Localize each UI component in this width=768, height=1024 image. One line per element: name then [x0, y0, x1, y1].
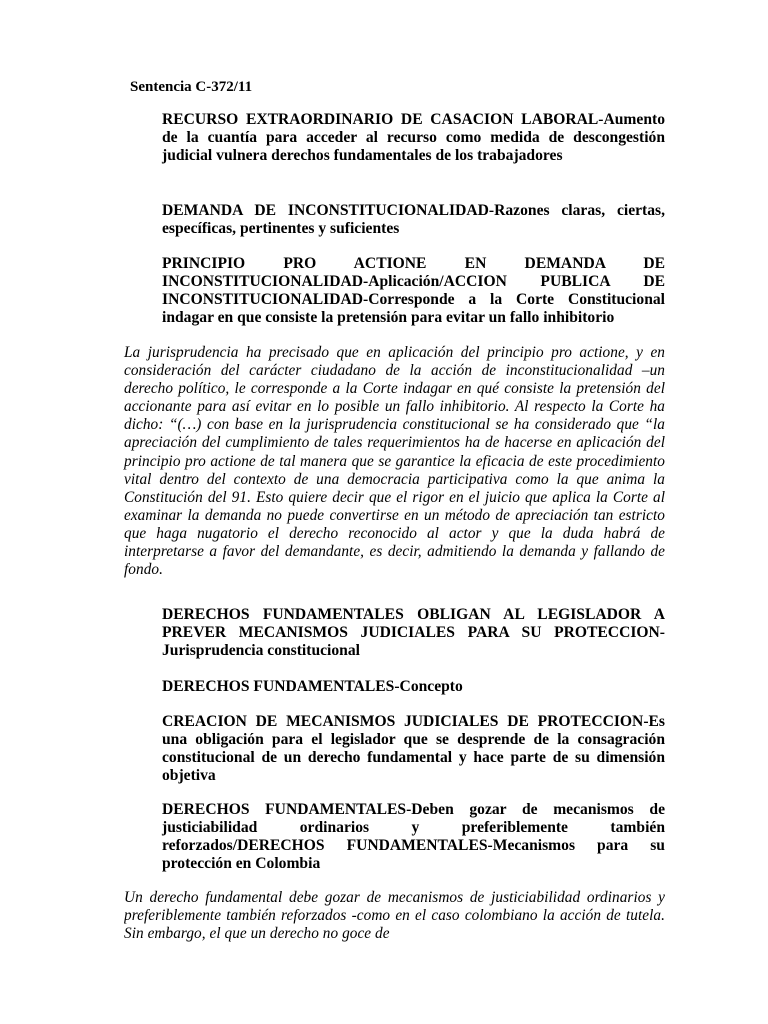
quote-pro-actione: La jurisprudencia ha precisado que en aplicación del principio pro actione, y en consideración del carácter ciudadano de la acción de inconstitucionalidad –un derecho político, le corresponde a la Corte indagar en qué consiste la pretensión del accionante para así evitar en lo posible un fallo inhibitorio. Al respecto la Corte ha dicho: “(…) con base en la jurisprudencia constitucional se ha considerado que “la apreciación del cumplimiento de tales requerimientos ha de hacerse en aplicación del principio pro actione de tal manera que se garantice la eficacia de este procedimiento vital dentro del contexto de una democracia participativa como la que anima la Constitución del 91. Esto quiere decir que el rigor en el juicio que aplica la Corte al examinar la demanda no puede convertirse en un método de apreciación tan estricto que haga nugatorio el derecho reconocido al actor y que la duda habrá de interpretarse a favor del demandante, es decir, admitiendo la demanda y fallando de fondo.	[124, 344, 665, 579]
entry-derechos-concepto	[162, 678, 665, 696]
entry-heading-secondary: ACCION PUBLICA DE INCONSTITUCIONALIDAD	[162, 273, 665, 308]
entry-text: -Jurisprudencia constitucional	[162, 624, 665, 659]
entry-heading: PRINCIPIO PRO ACTIONE EN DEMANDA DE INCONSTITUCIONALIDAD	[162, 255, 665, 290]
entry-text: -Aumento de la cuantía para acceder al recurso como medida de descongestión judicial vulnera derechos fundamentales de los trabajadores	[162, 111, 665, 164]
entry-text: -Razones claras, ciertas, específicas, pertinentes y suficientes	[162, 202, 666, 237]
entry-heading: CREACION DE MECANISMOS JUDICIALES DE PROTECCION	[162, 713, 644, 730]
entry-text: -Es una obligación para el legislador que se desprende de la consagración constitucional de un derecho fundamental y hace parte de su dimensión objetiva	[162, 713, 665, 784]
entry-heading: DERECHOS FUNDAMENTALES OBLIGAN AL LEGISLADOR A PREVER MECANISMOS JUDICIALES PARA SU PROTECCION	[162, 606, 665, 641]
entry-text-secondary: -Corresponde a la Corte Constitucional indagar en que consiste la pretensión para evitar un fallo inhibitorio	[162, 291, 665, 326]
entry-recurso-casacion	[162, 111, 665, 165]
entry-creacion-mecanismos	[162, 713, 665, 785]
entry-obligacion-legislador	[162, 606, 665, 660]
entry-heading: RECURSO EXTRAORDINARIO DE CASACION LABORAL	[162, 111, 599, 128]
entry-heading: DERECHOS FUNDAMENTALES	[162, 801, 407, 818]
entry-heading-secondary: DERECHOS FUNDAMENTALES	[237, 837, 488, 854]
entry-principio-pro-actione	[162, 255, 665, 327]
quote-derecho-fundamental: Un derecho fundamental debe gozar de mecanismos de justiciabilidad ordinarios y preferiblemente también reforzados -como en el caso colombiano la acción de tutela. Sin embargo, el que un derecho no goce de	[124, 889, 665, 943]
entry-text: -Aplicación/	[363, 273, 444, 290]
entry-text-secondary: -Mecanismos para su protección en Colombia	[162, 837, 665, 872]
entry-text: -Concepto	[394, 678, 463, 695]
entry-mecanismos-justiciabilidad	[162, 801, 665, 873]
entry-text: -Deben gozar de mecanismos de justiciabilidad ordinarios y preferiblemente también reforzados/	[162, 801, 665, 854]
document-title: Sentencia C-372/11	[130, 79, 253, 95]
entry-heading: DERECHOS FUNDAMENTALES	[162, 678, 395, 695]
entry-heading: DEMANDA DE INCONSTITUCIONALIDAD	[162, 202, 489, 219]
entry-demanda-inconstitucionalidad	[162, 202, 665, 238]
